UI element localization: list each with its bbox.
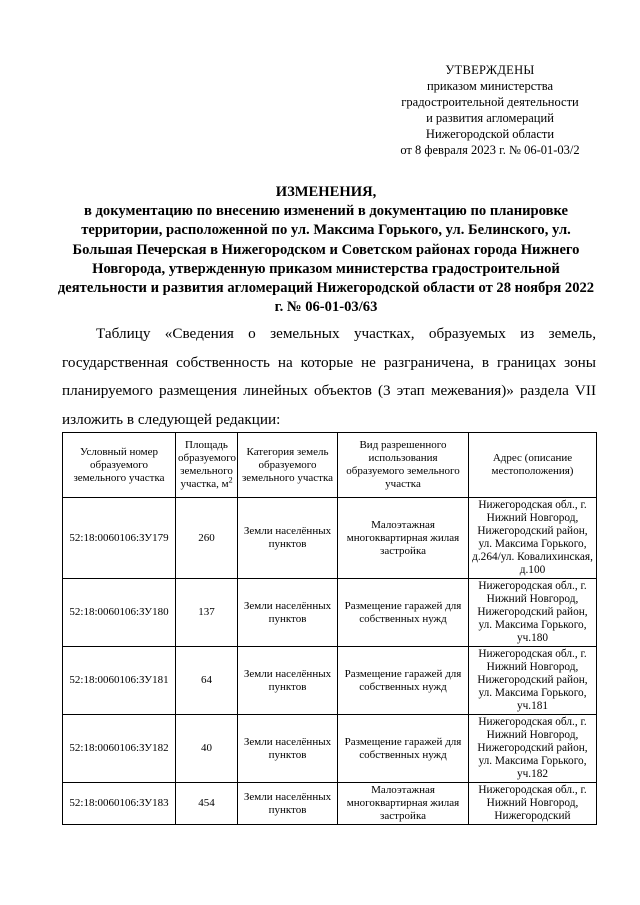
header-area-text: Площадь образуемого земельного участка, м [178, 439, 237, 490]
header-area-sup: 2 [228, 475, 233, 485]
cell-address: Нижегородская обл., г. Нижний Новгород, Нижегородский район, ул. Максима Горького, д.264/ул. Ковалихинская, д.100 [469, 498, 597, 579]
header-category: Категория земель образуемого земельного участка [238, 433, 338, 498]
cell-number: 52:18:0060106:ЗУ179 [63, 498, 176, 579]
cell-number: 52:18:0060106:ЗУ182 [63, 715, 176, 783]
approval-line: приказом министерства [426, 79, 554, 93]
cell-area: 64 [176, 647, 238, 715]
cell-area: 137 [176, 579, 238, 647]
cell-address: Нижегородская обл., г. Нижний Новгород, Нижегородский район, ул. Максима Горького, уч.181 [469, 647, 597, 715]
cell-address: Нижегородская обл., г. Нижний Новгород, Нижегородский район, ул. Максима Горького, уч.182 [469, 715, 597, 783]
approval-line: Нижегородской области [425, 127, 555, 141]
cell-category: Земли населённых пунктов [238, 579, 338, 647]
cell-number: 52:18:0060106:ЗУ181 [63, 647, 176, 715]
cell-category: Земли населённых пунктов [238, 783, 338, 825]
cell-usage: Малоэтажная многоквартирная жилая застройка [338, 783, 469, 825]
header-usage: Вид разрешенного использования образуемого земельного участка [338, 433, 469, 498]
cell-address: Нижегородская обл., г. Нижний Новгород, Нижегородский [469, 783, 597, 825]
cell-usage: Размещение гаражей для собственных нужд [338, 579, 469, 647]
cell-category: Земли населённых пунктов [238, 498, 338, 579]
approval-heading: УТВЕРЖДЕНЫ [445, 63, 535, 77]
cell-number: 52:18:0060106:ЗУ183 [63, 783, 176, 825]
cell-usage: Размещение гаражей для собственных нужд [338, 715, 469, 783]
table-row [63, 715, 597, 783]
header-number: Условный номер образуемого земельного участка [63, 433, 176, 498]
cell-area: 260 [176, 498, 238, 579]
land-plots-table [62, 432, 597, 825]
cell-usage: Малоэтажная многоквартирная жилая застройка [338, 498, 469, 579]
cell-category: Земли населённых пунктов [238, 715, 338, 783]
cell-address: Нижегородская обл., г. Нижний Новгород, Нижегородский район, ул. Максима Горького, уч.180 [469, 579, 597, 647]
cell-category: Земли населённых пунктов [238, 647, 338, 715]
approval-line: от 8 февраля 2023 г. № 06-01-03/2 [400, 143, 580, 157]
cell-number: 52:18:0060106:ЗУ180 [63, 579, 176, 647]
table-row [63, 579, 597, 647]
title-heading: ИЗМЕНЕНИЯ, [275, 184, 377, 200]
intro-paragraph: Таблицу «Сведения о земельных участках, образуемых из земель, государственная собственность на которые не разграничена, в границах зоны планируемого размещения линейных объектов (3 этап межевания)» раздела VII изложить в следующей редакции: [62, 325, 596, 428]
approval-line: и развития агломераций [426, 111, 554, 125]
table-row [63, 647, 597, 715]
title-body: в документацию по внесению изменений в документацию по планировке территории, расположенной по ул. Максима Горького, ул. Белинского, ул. Большая Печерская в Нижегородском и Советском районах города Нижнего Новгорода, утвержденную приказом министерства градостроительной деятельности и развития агломераций Нижегородской области от 28 ноября 2022 г. № 06-01-03/63 [57, 203, 595, 316]
table-row [63, 498, 597, 579]
table-row [63, 783, 597, 825]
header-address: Адрес (описание местоположения) [469, 433, 597, 498]
cell-area: 40 [176, 715, 238, 783]
cell-usage: Размещение гаражей для собственных нужд [338, 647, 469, 715]
approval-line: градостроительной деятельности [401, 95, 579, 109]
cell-area: 454 [176, 783, 238, 825]
approval-block [380, 62, 600, 158]
document-title [56, 183, 596, 317]
table-header-row [63, 433, 597, 498]
header-area [176, 433, 238, 498]
